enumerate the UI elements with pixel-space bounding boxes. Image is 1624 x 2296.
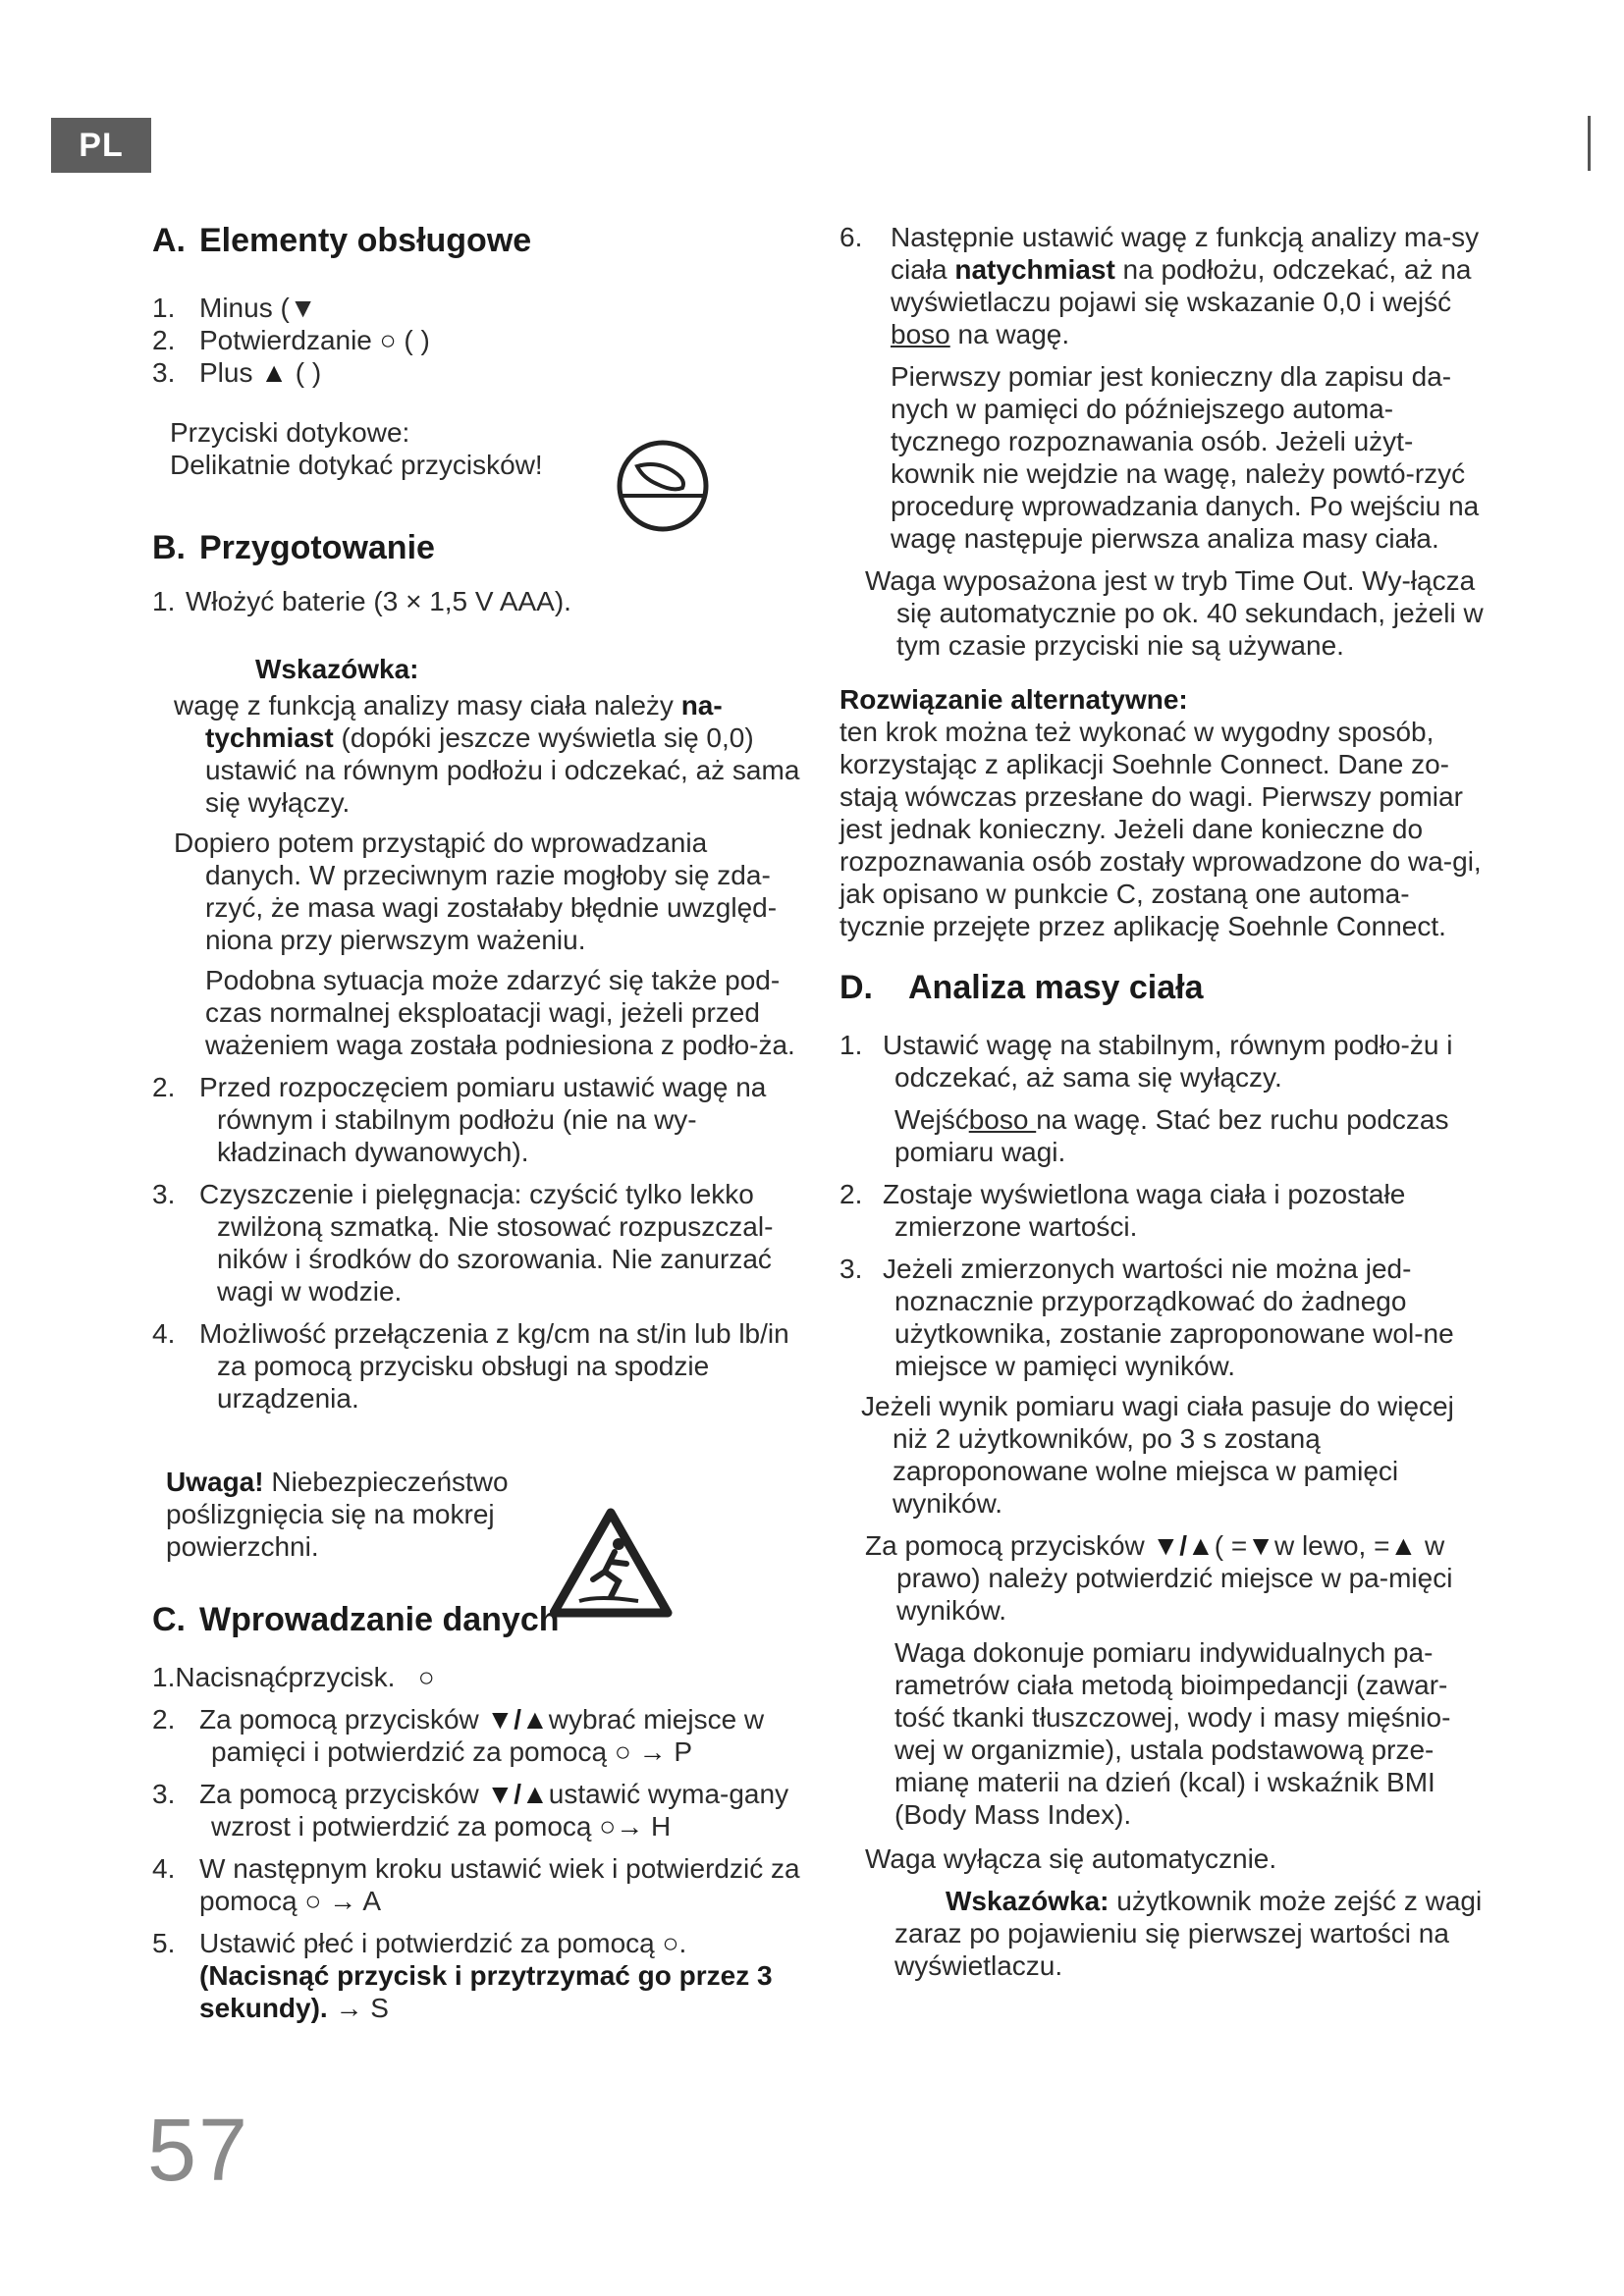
item-number: 3. — [152, 1779, 176, 1809]
section-a-heading — [152, 221, 805, 260]
list-item — [152, 1852, 805, 1917]
list-item — [152, 1178, 805, 1308]
hint-paragraph: Podobna sytuacja może zdarzyć się także pod-czas normalnej eksploatacji wagi, jeżeli przed ważeniem waga została podniesiona z podło-ża. — [205, 965, 795, 1060]
section-title: Analiza masy ciała — [908, 969, 1204, 1006]
hint-paragraph: Dopiero potem przystąpić do wprowadzania danych. W przeciwnym razie mogłoby się zda-rzyć, że masa wagi zostałaby błędnie uwzględ-niona przy pierwszym ważeniu. — [174, 828, 778, 955]
ok-button-glyph: ○ — [379, 325, 397, 355]
item-text: Czyszczenie i pielęgnacja: czyścić tylko lekko zwilżoną szmatką. Nie stosować rozpuszczal-ników i środków do szorowania. Nie zanurzać wagi w wodzie. — [199, 1179, 774, 1307]
list-item — [839, 221, 1488, 350]
list-item — [152, 1071, 805, 1168]
item-number: 1. — [839, 1030, 863, 1060]
list-item — [839, 1178, 1488, 1243]
item-number: 4. — [152, 1318, 176, 1349]
language-tab: PL — [51, 118, 151, 173]
item-text: Ustawić płeć i potwierdzić za pomocą ○. (Nacisnąć przycisk i przytrzymać go przez 3 sekundy). → S — [199, 1928, 773, 2023]
hint-title: Wskazówka: — [255, 654, 419, 684]
arrow-icon: → — [335, 1993, 363, 2023]
item-number: 2. — [152, 1704, 176, 1735]
alternative-text: ten krok można też wykonać w wygodny sposób, korzystając z aplikacji Soehnle Connect. Dane zo-stają wówczas przesłane do wagi. Pierwszy pomiar jest jednak konieczny. Jeżeli dane konieczne do rozpoznawania osób zostały wprowadzone do wa-gi, jak opisano w punkcie C, zostaną one automa-tycznie przejęte przez aplikację Soehnle Connect. — [839, 717, 1482, 941]
list-item — [839, 1253, 1488, 1382]
ok-button-glyph: ○ — [599, 1811, 617, 1842]
item-text: W następnym kroku ustawić wiek i potwierdzić za pomocą ○ → A — [199, 1853, 800, 1916]
ok-button-glyph: ○ — [614, 1736, 631, 1767]
item-number: 3. — [152, 357, 176, 388]
right-column — [839, 221, 1488, 1982]
paragraph: Za pomocą przycisków ▼/▲( =▼w lewo, =▲ w prawo) należy potwierdzić miejsce w pa-mięci wyników. — [865, 1530, 1453, 1626]
item-number: 3. — [839, 1254, 863, 1284]
section-letter: D. — [839, 969, 873, 1006]
ok-button-glyph: ○ — [304, 1886, 322, 1916]
item-number: 3. — [152, 1179, 176, 1209]
item-text: Za pomocą przycisków ▼/▲wybrać miejsce w pamięci i potwierdzić za pomocą ○ → P — [199, 1704, 765, 1767]
paragraph: Jeżeli wynik pomiaru wagi ciała pasuje do więcej niż 2 użytkowników, po 3 s zostaną zaproponowane wolne miejsca w pamięci wyników. — [861, 1391, 1454, 1519]
section-title: Elementy obsługowe — [199, 222, 532, 259]
arrow-icon: → — [329, 1886, 357, 1916]
down-up-glyph: ▼/▲ — [486, 1704, 549, 1735]
item-text: Plus ▲ ( ) — [199, 357, 322, 388]
section-letter: A. — [152, 222, 186, 259]
item-text: Za pomocą przycisków ▼/▲ustawić wyma-gany wzrost i potwierdzić za pomocą ○→ H — [199, 1779, 789, 1842]
page-number: 57 — [147, 2102, 250, 2200]
section-c-heading — [152, 1600, 805, 1639]
item-number: 2. — [839, 1179, 863, 1209]
arrow-icon: → — [638, 1736, 667, 1767]
list-item — [152, 292, 805, 324]
hint-paragraph: wagę z funkcją analizy masy ciała należy na-tychmiast (dopóki jeszcze wyświetla się 0,0) ustawić na równym podłożu i odczekać, aż sama się wyłączy. — [174, 690, 800, 818]
ok-button-glyph: ○ — [662, 1928, 679, 1958]
ok-button-glyph: ○ — [417, 1662, 435, 1692]
item-number: 1. — [152, 293, 176, 323]
item-text: Włożyć baterie (3 × 1,5 V AAA). — [186, 586, 571, 616]
item-text: Możliwość przełączenia z kg/cm na st/in lub lb/in za pomocą przycisku obsługi na spodzie urządzenia. — [199, 1318, 789, 1414]
touch-gently-icon — [614, 437, 712, 535]
item-number: 4. — [152, 1853, 176, 1884]
item-number: 2. — [152, 325, 176, 355]
list-item — [152, 356, 805, 389]
edge-marker — [1588, 116, 1591, 171]
list-item — [152, 1778, 805, 1842]
plus-button-glyph: ▲ — [1389, 1530, 1418, 1561]
slip-warning-icon — [550, 1507, 673, 1620]
item-number: 2. — [152, 1072, 176, 1102]
arrow-icon: → — [616, 1811, 644, 1842]
list-item — [839, 1029, 1488, 1094]
hint-paragraph: Wskazówka: użytkownik może zejść z wagi zaraz po pojawieniu się pierwszej wartości na wyświetlaczu. — [894, 1886, 1483, 1981]
timeout-paragraph: Waga wyposażona jest w tryb Time Out. Wy-łącza się automatycznie po ok. 40 sekundach, jeżeli w tym czasie przyciski nie są używane. — [865, 565, 1484, 661]
paragraph: Waga dokonuje pomiaru indywidualnych pa-rametrów ciała metodą bioimpedancji (zawar-tość tkanki tłuszczowej, wody i masy mięśnio-wej w organizmie), ustala podstawową prze-mianę materii na dzień (kcal) i wskaźnik BMI (Body Mass Index). — [894, 1637, 1451, 1830]
item-text: Przed rozpoczęciem pomiaru ustawić wagę na równym i stabilnym podłożu (nie na wy-kładzinach dywanowych). — [199, 1072, 767, 1167]
section-title: Wprowadzanie danych — [199, 1601, 560, 1638]
paragraph: Pierwszy pomiar jest konieczny dla zapisu da-nych w pamięci do późniejszego automa-tycznego rozpoznawania osób. Jeżeli użyt-kownik nie wejdzie na wagę, należy powtó-rzyć procedurę wprowadzania danych. Po wejściu na wagę następuje pierwsza analiza masy ciała. — [891, 361, 1480, 554]
minus-button-glyph: ▼ — [1247, 1530, 1274, 1561]
item-text: Następnie ustawić wagę z funkcją analizy ma-sy ciała natychmiast na podłożu, odczekać, aż na wyświetlaczu pojawi się wskazanie 0,0 i wejść boso na wagę. — [891, 222, 1480, 349]
list-item — [152, 324, 805, 356]
item-text: Minus (▼ — [199, 293, 317, 323]
section-letter: C. — [152, 1601, 186, 1638]
list-item — [152, 1317, 805, 1415]
touch-note: Przyciski dotykowe: Delikatnie dotykać przycisków! — [170, 417, 543, 480]
paragraph: Waga wyłącza się automatycznie. — [865, 1843, 1277, 1874]
list-item — [152, 1927, 805, 2024]
list-item — [152, 1703, 805, 1768]
alternative-title: Rozwiązanie alternatywne: — [839, 684, 1188, 715]
item-number: 1. — [152, 586, 176, 616]
item-number: 6. — [839, 222, 863, 252]
down-up-glyph: ▼/▲ — [486, 1779, 549, 1809]
item-text: Potwierdzanie ○ ( ) — [199, 325, 430, 355]
item-text: Jeżeli zmierzonych wartości nie można jed-noznacznie przyporządkować do żadnego użytkownika, zostanie zaproponowane wol-ne miejsce w pamięci wyników. — [883, 1254, 1454, 1381]
down-up-glyph: ▼/▲ — [1152, 1530, 1215, 1561]
plus-button-glyph: ▲ — [260, 357, 288, 388]
section-title: Przygotowanie — [199, 529, 435, 566]
list-item — [152, 585, 805, 617]
list-item: 1.Nacisnąćprzycisk. ○ — [152, 1662, 435, 1692]
item-number: 5. — [152, 1928, 176, 1958]
section-letter: B. — [152, 529, 186, 566]
warning-note: Uwaga! Niebezpieczeństwo poślizgnięcia się na mokrej powierzchni. — [166, 1467, 509, 1562]
paragraph: Wejśćboso na wagę. Stać bez ruchu podczas pomiaru wagi. — [894, 1104, 1449, 1167]
item-text: Zostaje wyświetlona waga ciała i pozostałe zmierzone wartości. — [883, 1179, 1406, 1242]
section-d-heading — [839, 968, 1488, 1007]
item-text: Ustawić wagę na stabilnym, równym podło-żu i odczekać, aż sama się wyłączy. — [883, 1030, 1453, 1093]
